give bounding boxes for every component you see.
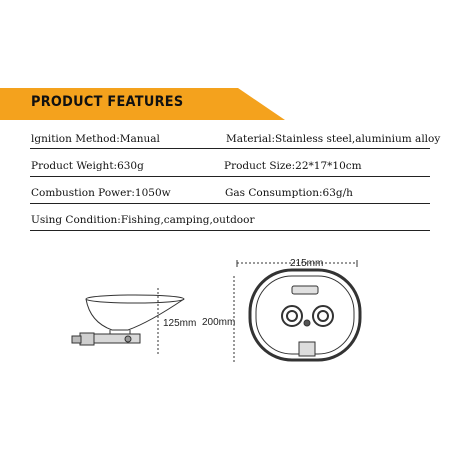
divider-1 [30,148,430,149]
divider-3 [30,203,430,204]
side-height-label: 125mm [163,318,197,329]
spec-size: Product Size:22*17*10cm [224,160,362,172]
spec-power: Combustion Power:1050w [31,187,171,199]
banner-title: PRODUCT FEATURES [31,94,184,110]
technical-drawing [0,240,460,400]
spec-material: Material:Stainless steel,aluminium alloy [226,133,441,145]
spec-gas: Gas Consumption:63g/h [225,187,353,199]
spec-ignition: lgnition Method:Manual [31,133,160,145]
top-width-label: 215mm [290,258,324,269]
stove-top-view [234,260,360,363]
divider-4 [30,230,430,231]
divider-2 [30,176,430,177]
spec-using: Using Condition:Fishing,camping,outdoor [31,214,255,226]
spec-weight: Product Weight:630g [31,160,144,172]
top-height-label: 200mm [202,317,236,328]
